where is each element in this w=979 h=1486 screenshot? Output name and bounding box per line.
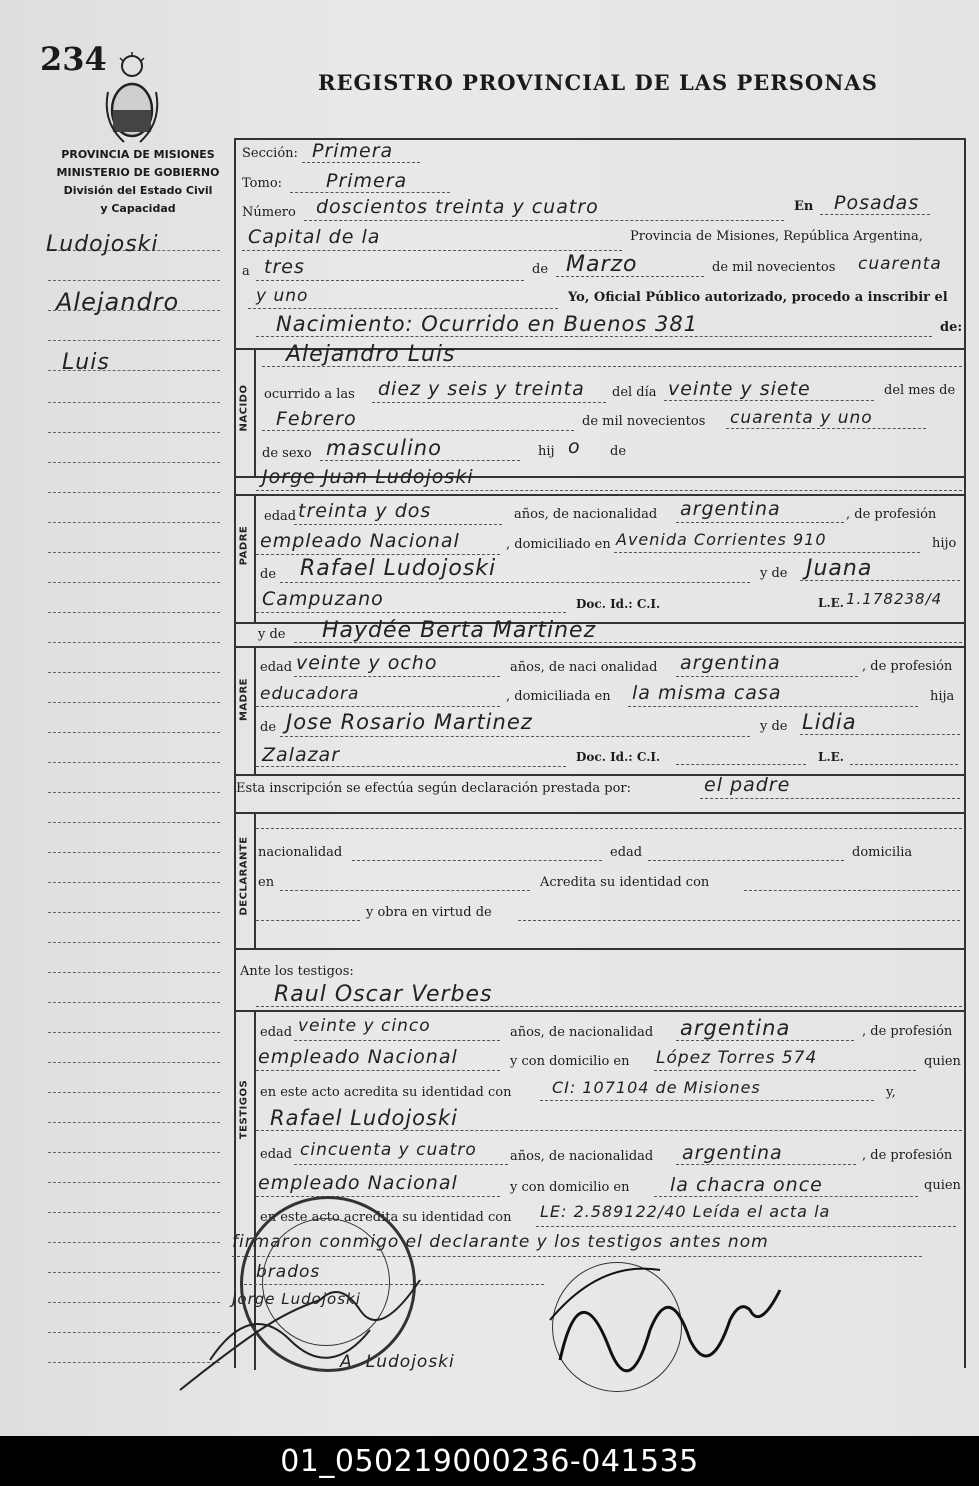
label-hij: hij: [538, 444, 555, 459]
label-profesion-t1: , de profesión: [862, 1024, 953, 1039]
label-tomo: Tomo:: [242, 176, 283, 191]
label-anos-nac-t2: años, de nacionalidad: [510, 1149, 654, 1164]
value-t1-id: CI: 107104 de Misiones: [552, 1078, 761, 1097]
signature-officer-icon: [540, 1240, 820, 1410]
value-hij: o: [568, 436, 581, 458]
frame-left-border: [234, 138, 236, 1368]
label-edad-t2: edad: [260, 1147, 293, 1162]
value-dia: tres: [264, 256, 305, 278]
value-acto: Nacimiento: Ocurrido en Buenos 381: [276, 312, 699, 336]
label-obra: y obra en virtud de: [366, 905, 492, 920]
label-con-domicilio-t2: y con domicilio en: [510, 1180, 630, 1195]
label-mil-novecientos-2: de mil novecientos: [582, 414, 706, 429]
value-madre-dom: la misma casa: [632, 682, 782, 704]
label-y-de-abuela: y de: [760, 566, 788, 581]
label-domicilia: domicilia: [852, 845, 913, 860]
value-mes-nac: Febrero: [276, 408, 357, 430]
label-del-dia: del día: [612, 385, 657, 400]
sidebar-division: División del Estado Civil: [63, 184, 213, 197]
value-t2-dom: la chacra once: [670, 1174, 823, 1196]
value-sexo: masculino: [326, 436, 442, 460]
value-t2-prof: empleado Nacional: [258, 1172, 458, 1194]
sidebar-header: [40, 146, 236, 218]
label-con-domicilio-t1: y con domicilio en: [510, 1054, 630, 1069]
value-testigo-2: Rafael Ludojoski: [270, 1106, 458, 1130]
section-label-nacido: NACIDO: [238, 384, 250, 432]
label-en: En: [794, 199, 814, 214]
label-de-mes: de: [532, 262, 549, 277]
coat-of-arms-icon: [104, 52, 160, 144]
value-hora: diez y seis y treinta: [378, 378, 585, 400]
label-acredita: Acredita su identidad con: [540, 875, 710, 890]
value-abuelo: Rafael Ludojoski: [300, 556, 497, 581]
label-nacionalidad-decl: nacionalidad: [258, 845, 343, 860]
label-ocurrido: ocurrido a las: [264, 387, 355, 402]
label-quien-t2: quien: [924, 1178, 961, 1193]
label-le-madre: L.E.: [818, 750, 844, 764]
value-cierre-1: firmaron conmigo el declarante y los testigos antes nom: [232, 1232, 769, 1252]
value-padre-nombre: Jorge Juan Ludojoski: [262, 466, 474, 488]
rule-declarante-left: [254, 814, 256, 948]
value-anio-2: y uno: [256, 286, 309, 306]
label-acredita-t2: en este acto acredita su identidad con: [260, 1210, 512, 1225]
value-dia-nac: veinte y siete: [668, 378, 811, 400]
label-anos-nac-padre: años, de nacionalidad: [514, 507, 658, 522]
value-abuela-2: Campuzano: [262, 588, 384, 610]
label-edad-decl: edad: [610, 845, 643, 860]
value-nombre: Alejandro Luis: [286, 342, 456, 367]
label-en-decl: en: [258, 875, 275, 890]
value-declarante: el padre: [704, 774, 791, 796]
value-anio-1: cuarenta: [858, 254, 942, 274]
label-provincia: Provincia de Misiones, República Argentina,: [630, 229, 923, 244]
sidebar-name-1: Alejandro: [56, 288, 180, 316]
label-acredita-t1: en este acto acredita su identidad con: [260, 1085, 512, 1100]
value-tomo: Primera: [326, 170, 408, 192]
rule-madre-left: [254, 646, 256, 774]
label-numero: Número: [242, 205, 296, 220]
rule-declarante-top: [234, 812, 966, 814]
label-doc-id-padre: Doc. Id.: C.I.: [576, 597, 661, 611]
value-t1-dom: López Torres 574: [656, 1048, 818, 1068]
section-label-declarante: DECLARANTE: [238, 836, 250, 916]
signature-padre: Jorge Ludojoski: [232, 1290, 361, 1308]
value-padre-prof: empleado Nacional: [260, 530, 460, 552]
label-anos-nac-t1: años, de nacionalidad: [510, 1025, 654, 1040]
sidebar-province: PROVINCIA DE MISIONES: [61, 148, 215, 161]
label-doc-id-madre: Doc. Id.: C.I.: [576, 750, 661, 764]
rule-madre-inner: [234, 646, 966, 648]
label-profesion-t2: , de profesión: [862, 1148, 953, 1163]
sidebar-capacity: y Capacidad: [100, 202, 176, 215]
label-domiciliado: , domiciliado en: [506, 537, 611, 552]
sidebar-ministry: MINISTERIO DE GOBIERNO: [56, 166, 220, 179]
rule-inscripcion-top: [234, 774, 966, 776]
label-edad-t1: edad: [260, 1025, 293, 1040]
signature-testigo: A. Ludojoski: [340, 1352, 455, 1372]
value-madre-prof: educadora: [260, 684, 360, 704]
value-testigo-1: Raul Oscar Verbes: [274, 982, 493, 1007]
label-anos-nac-madre: años, de naci onalidad: [510, 660, 658, 675]
sidebar-name-2: Luis: [62, 350, 110, 375]
label-de-abuelo: de: [260, 567, 277, 582]
label-profesion-padre: , de profesión: [846, 507, 937, 522]
value-madre-edad: veinte y ocho: [296, 652, 438, 674]
label-de-2: de: [610, 444, 627, 459]
value-padre-nac: argentina: [680, 498, 781, 520]
value-madre-nombre: Haydée Berta Martinez: [322, 618, 597, 643]
rule-padre-left: [254, 494, 256, 624]
value-padre-edad: treinta y dos: [298, 500, 432, 522]
value-abuela: Juana: [806, 556, 873, 581]
footer-code: 01_050219000236-041535: [0, 1436, 979, 1486]
value-padre-le: 1.178238/4: [846, 590, 943, 608]
label-de-colon: de:: [940, 320, 963, 335]
label-seccion: Sección:: [242, 146, 298, 161]
label-edad-madre: edad: [260, 660, 293, 675]
value-abuela-m-2: Zalazar: [262, 744, 341, 766]
value-t2-id: LE: 2.589122/40 Leída el acta la: [540, 1202, 831, 1221]
section-label-madre: MADRE: [238, 677, 250, 722]
label-y-de-abuela-m: y de: [760, 719, 788, 734]
label-ante-testigos: Ante los testigos:: [240, 964, 354, 979]
label-de-abuelo-m: de: [260, 720, 277, 735]
value-capital: Capital de la: [248, 226, 381, 248]
label-del-mes: del mes de: [884, 383, 956, 398]
label-profesion-madre: , de profesión: [862, 659, 953, 674]
label-le-padre: L.E.: [818, 596, 844, 610]
rule-nacido-left: [254, 348, 256, 478]
section-label-testigos: TESTIGOS: [238, 1079, 250, 1140]
signature-scribble-left-icon: [170, 1240, 450, 1400]
value-abuelo-m: Jose Rosario Martinez: [286, 710, 533, 734]
label-domiciliada: , domiciliada en: [506, 689, 611, 704]
label-hija: hija: [930, 689, 955, 704]
label-hijo: hijo: [932, 536, 957, 551]
rule-testigos-inner: [234, 1010, 966, 1012]
value-t2-nac: argentina: [682, 1142, 783, 1164]
document-title: REGISTRO PROVINCIAL DE LAS PERSONAS: [318, 70, 878, 95]
label-inscripcion: Esta inscripción se efectúa según declaración prestada por:: [236, 781, 631, 796]
folio-number: 234: [40, 40, 107, 78]
value-padre-dom: Avenida Corrientes 910: [616, 530, 827, 549]
label-y-t1: y,: [886, 1085, 896, 1100]
value-mes: Marzo: [566, 252, 638, 277]
value-t1-edad: veinte y cinco: [298, 1016, 431, 1036]
label-y-de-madre: y de: [258, 627, 286, 642]
value-seccion: Primera: [312, 140, 394, 162]
section-label-padre: PADRE: [238, 525, 250, 566]
label-edad-padre: edad: [264, 509, 297, 524]
value-numero: doscientos treinta y cuatro: [316, 196, 599, 218]
value-madre-nac: argentina: [680, 652, 781, 674]
rule-testigos-top: [234, 948, 966, 950]
value-t2-edad: cincuenta y cuatro: [300, 1140, 477, 1160]
value-cierre-2: brados: [256, 1262, 321, 1282]
value-anio-nac: cuarenta y uno: [730, 408, 873, 428]
rule-padre-inner: [234, 494, 966, 496]
value-abuela-m: Lidia: [802, 710, 857, 734]
frame-right-border: [964, 138, 966, 1368]
label-mil-novecientos: de mil novecientos: [712, 260, 836, 275]
label-a: a: [242, 264, 250, 279]
label-oficial: Yo, Oficial Público autorizado, procedo a inscribir el: [568, 290, 948, 305]
value-t1-prof: empleado Nacional: [258, 1046, 458, 1068]
sidebar-surname: Ludojoski: [46, 232, 159, 257]
label-quien-t1: quien: [924, 1054, 961, 1069]
value-en: Posadas: [834, 192, 920, 214]
label-sexo: de sexo: [262, 446, 312, 461]
value-t1-nac: argentina: [680, 1016, 791, 1040]
